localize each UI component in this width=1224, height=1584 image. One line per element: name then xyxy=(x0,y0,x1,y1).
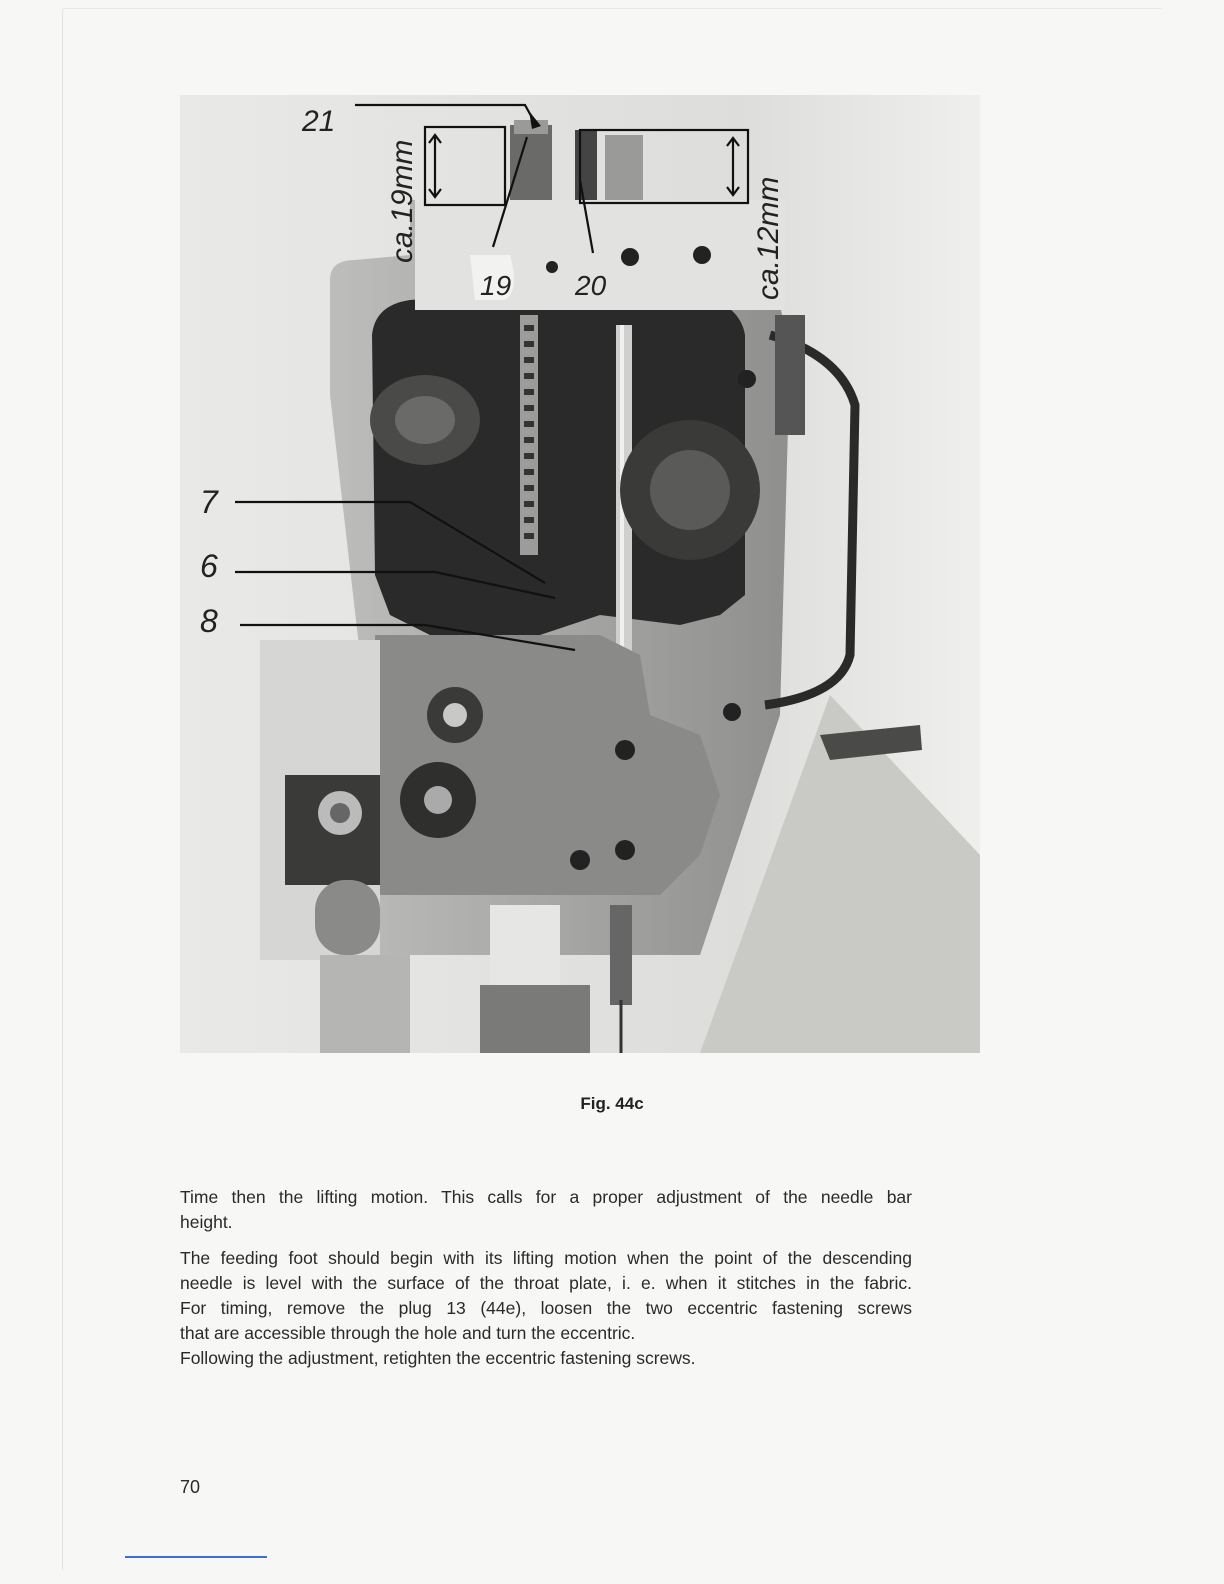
paragraph-1 xyxy=(180,1185,912,1235)
callout-8: 8 xyxy=(200,603,218,639)
callout-6: 6 xyxy=(200,548,218,584)
text-line: The feeding foot should begin with its lifting motion when the point of the descending xyxy=(180,1248,912,1268)
text-line: For timing, remove the plug 13 (44e), loosen the two eccentric fastening screws xyxy=(180,1298,912,1318)
dimension-right: ca.12mm xyxy=(752,176,785,300)
callout-7: 7 xyxy=(200,484,218,520)
text-line: Following the adjustment, retighten the eccentric fastening screws. xyxy=(180,1348,696,1368)
text-line: needle is level with the surface of the throat plate, i. e. when it stitches in the fabric. xyxy=(180,1273,912,1293)
text-line: height. xyxy=(180,1212,233,1232)
footer-rule xyxy=(125,1556,267,1558)
callout-21: 21 xyxy=(302,105,336,138)
body-text xyxy=(180,1185,912,1382)
figure-caption: Fig. 44c xyxy=(580,1094,644,1113)
page-edge-top xyxy=(62,8,1162,9)
page-edge xyxy=(62,10,63,1570)
dimension-left: ca.19mm xyxy=(386,139,419,263)
callout-19: 19 xyxy=(480,270,512,301)
figure-44c xyxy=(180,95,980,1053)
paragraph-2 xyxy=(180,1246,912,1371)
callout-20: 20 xyxy=(575,270,607,301)
machine-photo xyxy=(180,95,980,1053)
text-line: that are accessible through the hole and turn the eccentric. xyxy=(180,1323,636,1343)
page-number: 70 xyxy=(180,1477,201,1497)
text-line: Time then the lifting motion. This calls for a proper adjustment of the needle bar xyxy=(180,1187,912,1207)
